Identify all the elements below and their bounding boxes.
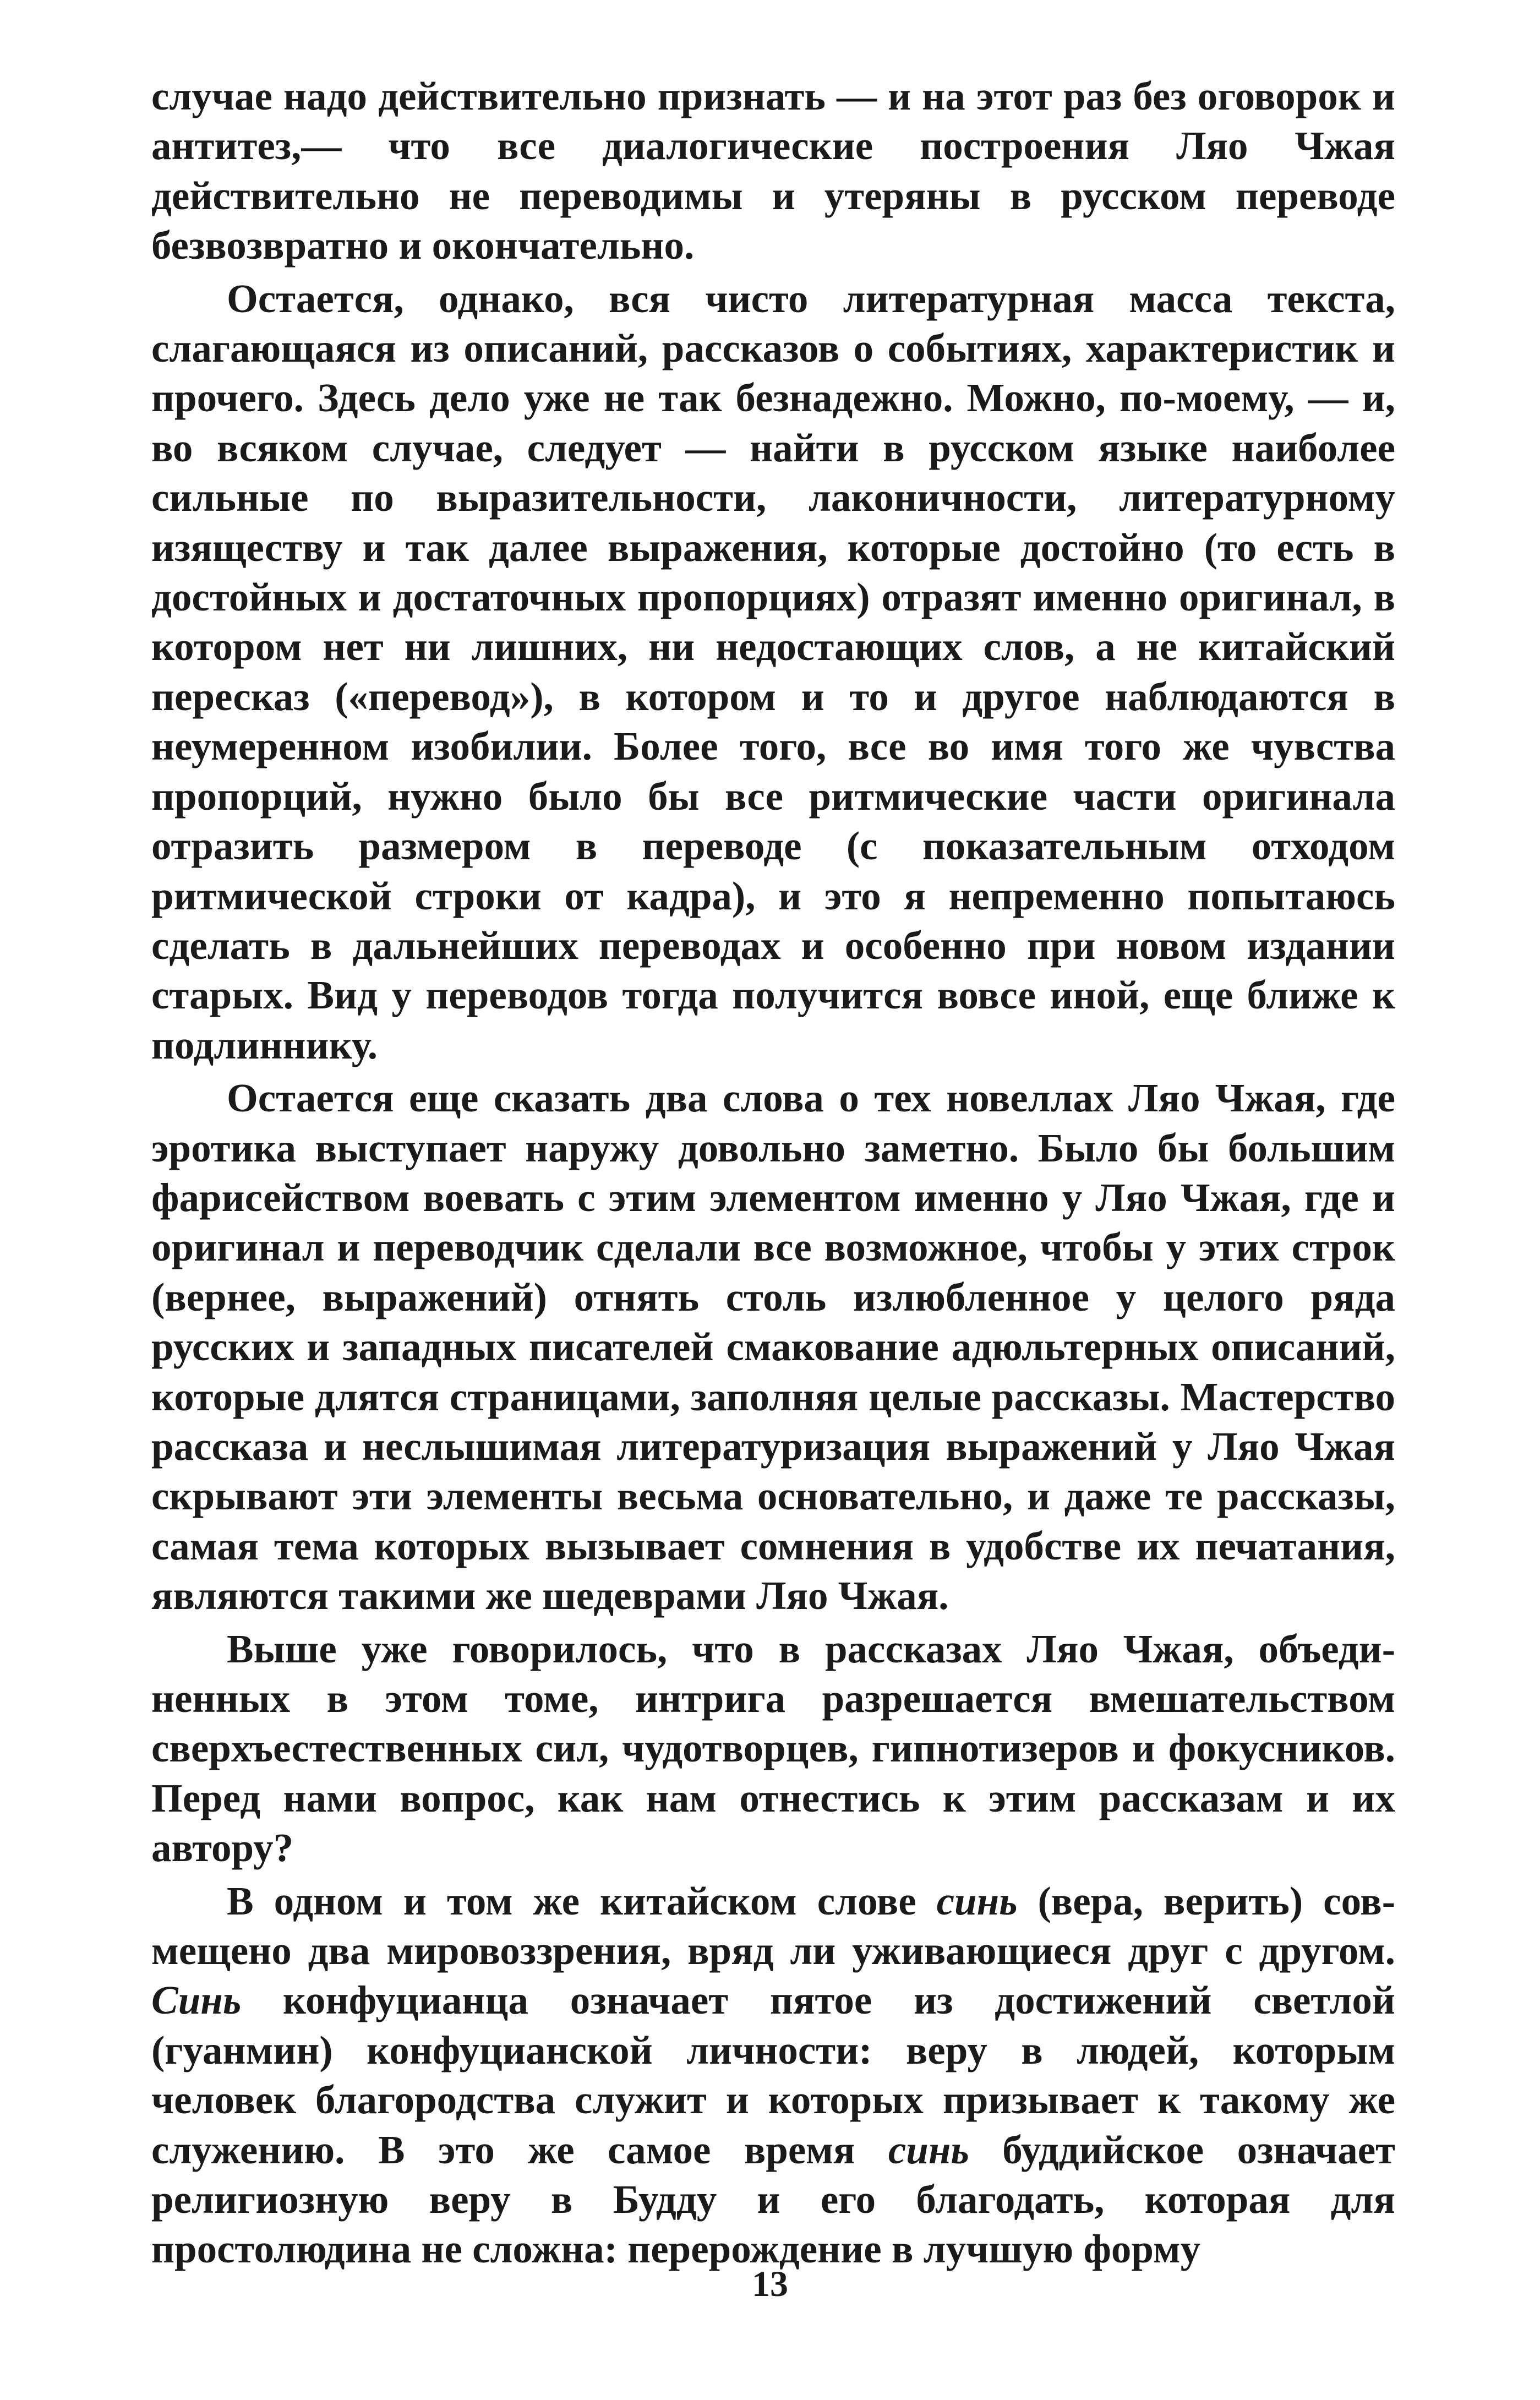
paragraph-5-text-c: конфуцианца означает пятое из достижений светлой (гуанмин) конфуцианской личности: веру в людей, которым человек благородства служит и которых призывает к такому же служению. В это же самое время bbox=[151, 1978, 1395, 2172]
italic-term-sin: синь bbox=[888, 2127, 969, 2172]
paragraph-4-text: Выше уже говорилось, что в рассказах Ляо Чжая, объединенных в этом томе, интрига разрешается вмешательством сверхъестественных сил, чудотворцев, гипнотизеров и фокусников. Перед нами вопрос, как нам отнестись к этим рассказам и их автору? bbox=[151, 1626, 1395, 1870]
page-number: 13 bbox=[752, 2264, 788, 2304]
paragraph-5-text-a: В одном и том же китайском слове bbox=[227, 1878, 937, 1923]
paragraph-5 bbox=[151, 1877, 1395, 2274]
paragraph-4 bbox=[151, 1624, 1395, 1873]
paragraph-2 bbox=[151, 274, 1395, 1071]
paragraph-1 bbox=[151, 72, 1395, 271]
paragraph-5-text-b: (вера, верить) совмещено два мировоззрения, вряд ли уживающиеся друг с другом. bbox=[151, 1878, 1395, 1973]
page-body bbox=[151, 72, 1395, 2274]
italic-term-sin: синь bbox=[936, 1878, 1018, 1923]
paragraph-5-text-d: буддийское означает религиозную веру в Будду и его благодать, которая для простолюдина не сложна: перерождение в лучшую форму bbox=[151, 2127, 1395, 2272]
paragraph-1-text: случае надо действительно признать — и на этот раз без оговорок и антитез,— что все диалогические построения Ляо Чжая действительно не переводимы и утеряны в русском переводе безвозвратно и окончательно. bbox=[151, 74, 1395, 268]
paragraph-2-text: Остается, однако, вся чисто литературная масса текста, слагающаяся из описаний, рассказов о событиях, характеристик и прочего. Здесь дело уже не так безнадежно. Можно, по-моему, — и, во всяком случае, следует — найти в русском языке наиболее сильные по выразительности, лаконичности, литературному изяществу и так далее выражения, которые достойно (то есть в достойных и достаточных пропорциях) отразят именно оригинал, в котором нет ни лишних, ни недостающих слов, а не китайский пересказ («перевод»), в котором и то и другое наблюдаются в неумеренном изобилии. Более того, все во имя того же чувства пропорций, нужно было бы все ритмические части оригинала отразить размером в переводе (с показательным отходом ритмической строки от кадра), и это я непременно попытаюсь сделать в дальнейших переводах и особенно при новом издании старых. Вид у переводов тогда получится вовсе иной, еще ближе к подлиннику. bbox=[151, 276, 1395, 1067]
paragraph-3 bbox=[151, 1073, 1395, 1621]
italic-term-sin: Синь bbox=[151, 1978, 242, 2023]
paragraph-3-text: Остается еще сказать два слова о тех новеллах Ляо Чжая, где эротика выступает наружу довольно заметно. Было бы большим фарисейством воевать с этим элементом именно у Ляо Чжая, где и оригинал и переводчик сделали все возможное, чтобы у этих строк (вернее, выражений) отнять столь излюбленное у целого ряда русских и западных писателей смакование адюльтерных описаний, которые длятся страницами, заполняя целые рассказы. Мастерство рассказа и неслышимая литературизация выражений у Ляо Чжая скрывают эти элементы весьма основательно, и даже те рассказы, самая тема которых вызывает сомнения в удобстве их печатания, являются такими же шедеврами Ляо Чжая. bbox=[151, 1076, 1395, 1618]
